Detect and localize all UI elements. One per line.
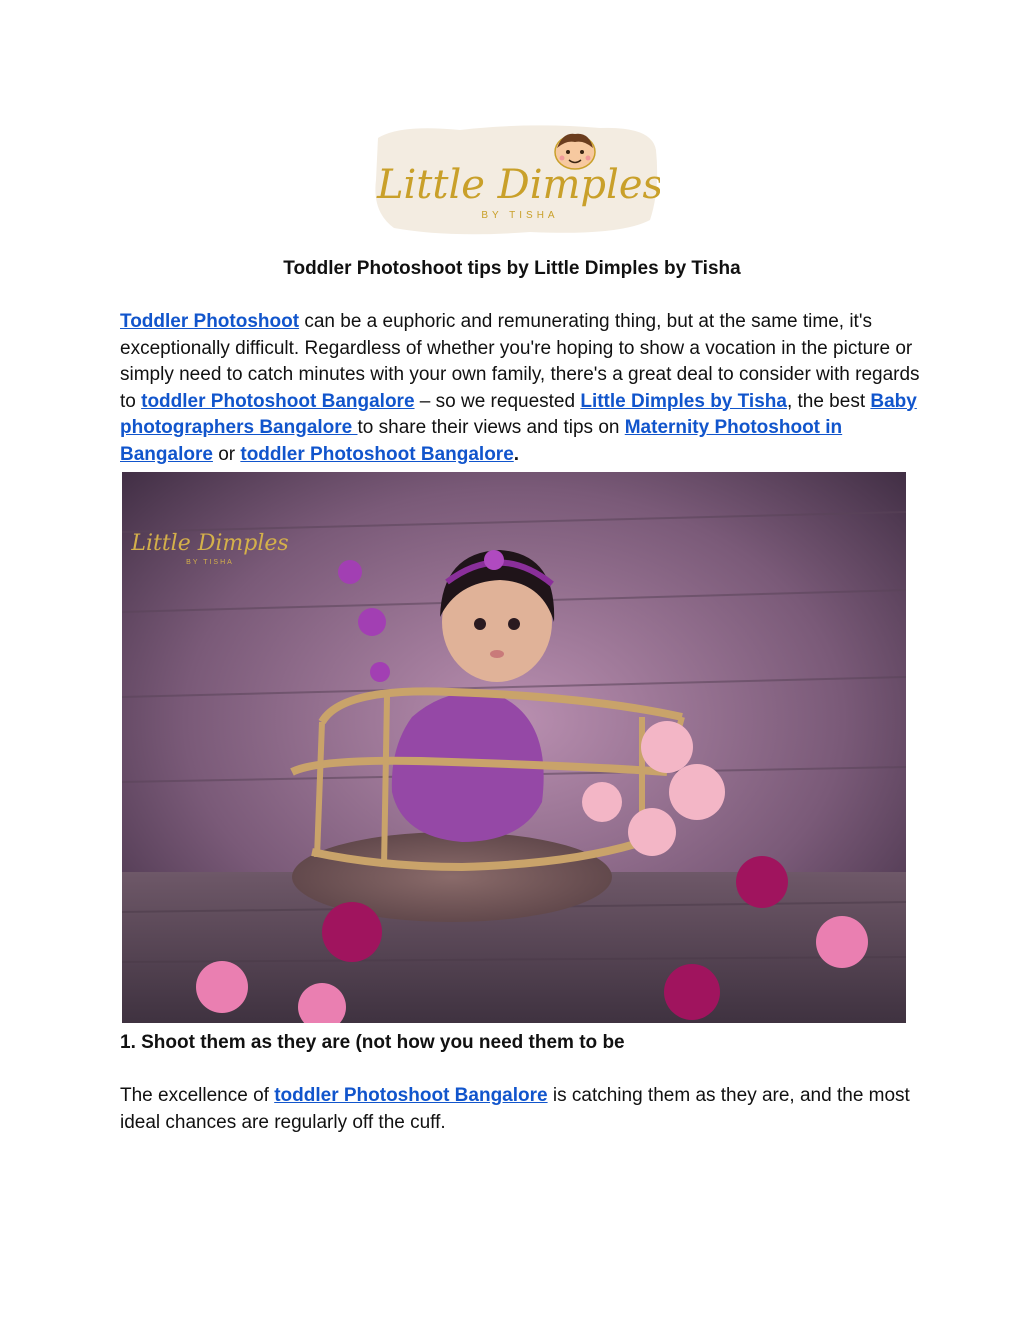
intro-text-2: – so we requested — [414, 390, 581, 412]
intro-text-6: . — [513, 443, 520, 465]
section-heading: 1. Shoot them as they are (not how you need them to be — [120, 1032, 625, 1053]
intro-text-3: , the best — [786, 390, 871, 412]
toddler-photo — [122, 472, 906, 1023]
toddler-photo-graphic — [122, 472, 906, 1023]
intro-text-1: can be a euphoric and remunerating thing, but at the same time, it's exceptionally difficult. Regardless of whether you're hoping to show a vocation in the picture or simply need to catch minutes with your own family, there's a great deal to consider with regards to — [120, 311, 920, 412]
intro-text-5: or — [212, 443, 241, 465]
link-toddler-photoshoot-bangalore-2[interactable]: toddler Photoshoot Bangalore — [240, 443, 514, 465]
link-toddler-photoshoot-bangalore-3[interactable]: toddler Photoshoot Bangalore — [274, 1085, 548, 1106]
link-toddler-photoshoot[interactable]: Toddler Photoshoot — [120, 311, 300, 332]
section-paragraph — [120, 1083, 920, 1136]
photo-watermark-sub: BY TISHA — [186, 559, 234, 566]
intro-paragraph — [120, 309, 920, 468]
link-maternity-photoshoot[interactable]: Maternity Photoshoot in Bangalore — [120, 417, 843, 465]
link-little-dimples[interactable]: Little Dimples by Tisha — [580, 390, 787, 412]
intro-text-4: to share their views and tips on — [357, 417, 625, 438]
section-text-1: The excellence of — [120, 1085, 275, 1106]
page-title: Toddler Photoshoot tips by Little Dimples by Tisha — [283, 258, 741, 279]
section-text-2: is catching them as they are, and the most ideal chances are regularly off the cuff. — [120, 1085, 910, 1133]
link-toddler-photoshoot-bangalore[interactable]: toddler Photoshoot Bangalore — [141, 390, 415, 412]
brand-sub: BY TISHA — [481, 210, 559, 221]
brand-name: Little Dimples — [376, 162, 660, 208]
link-baby-photographers[interactable]: Baby photographers Bangalore — [120, 390, 917, 438]
brand-logo — [370, 120, 660, 240]
photo-watermark: Little Dimples — [131, 531, 289, 556]
brand-logo-graphic — [370, 120, 660, 240]
